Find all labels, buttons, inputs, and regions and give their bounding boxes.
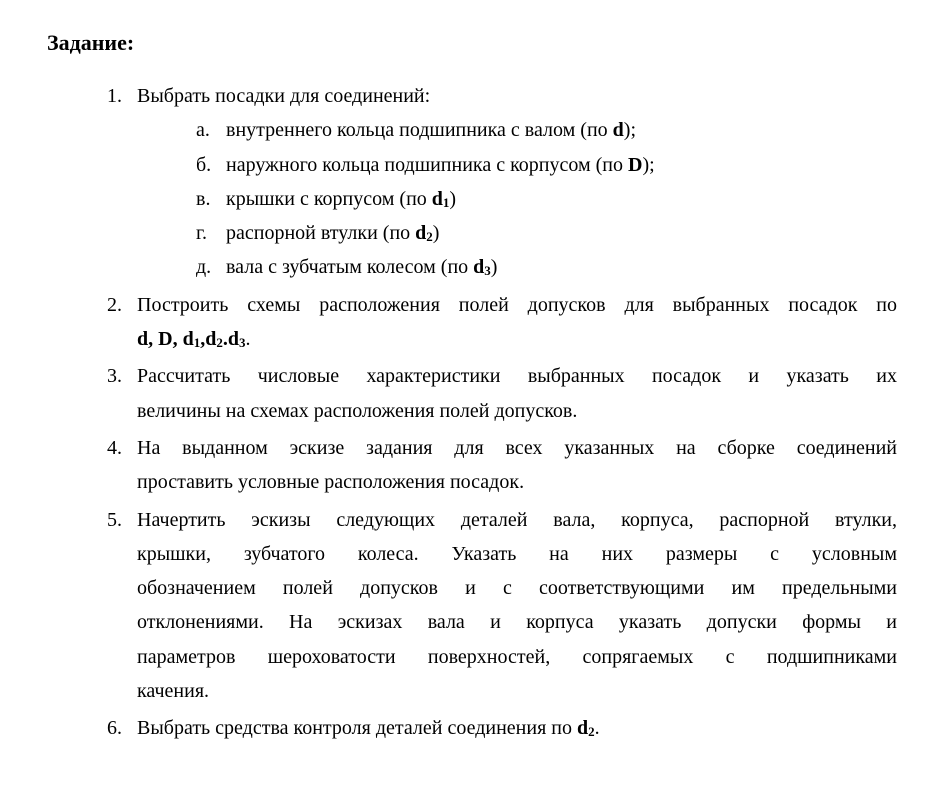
- text-segment: качения.: [137, 680, 210, 703]
- list-item: [0, 503, 931, 709]
- text-segment: отклонениями. На эскизах вала и корпуса указать допуски формы и: [137, 611, 897, 634]
- text-segment: проставить условные расположения посадок.: [137, 471, 525, 494]
- sub-item: [0, 182, 931, 216]
- item-text-line: [137, 503, 897, 537]
- text-segment: d: [612, 119, 624, 142]
- item-text-line: [137, 465, 897, 499]
- text-segment: На выданном эскизе задания для всех указанных на сборке соединений: [137, 436, 897, 459]
- sub-item-letter: г.: [196, 222, 207, 245]
- text-segment: величины на схемах расположения полей допусков.: [137, 399, 578, 422]
- subscript: 1: [193, 335, 201, 351]
- sub-item: [0, 216, 931, 250]
- text-segment: d: [576, 717, 589, 740]
- item-text-line: [137, 394, 897, 428]
- text-segment: крышки с корпусом (по: [226, 187, 432, 210]
- item-text-line: [137, 288, 897, 322]
- text-segment: );: [623, 119, 636, 142]
- subscript: 2: [216, 335, 223, 351]
- item-number: 1.: [107, 85, 122, 107]
- text-segment: Начертить эскизы следующих деталей вала, корпуса, распорной втулки,: [137, 508, 897, 531]
- list-item: [0, 79, 931, 285]
- sub-item-text: [226, 182, 456, 216]
- text-segment: );: [642, 153, 655, 176]
- sub-item: [0, 250, 931, 284]
- text-segment: .: [594, 717, 600, 740]
- list-item: [0, 711, 931, 745]
- list-item: [0, 288, 931, 357]
- text-segment: распорной втулки (по: [226, 222, 416, 245]
- item-text-line: [137, 711, 897, 745]
- text-segment: ): [490, 256, 498, 279]
- item-text-line: [137, 359, 897, 393]
- sub-item-text: [226, 148, 655, 182]
- text-segment: d, D, d: [137, 328, 194, 351]
- sub-item: [0, 148, 931, 182]
- item-text-line: [137, 640, 897, 674]
- item-number: 4.: [107, 436, 122, 459]
- sub-item-text: [226, 216, 439, 250]
- text-segment: внутреннего кольца подшипника с валом (по: [226, 119, 613, 142]
- subscript: 2: [588, 724, 595, 740]
- text-segment: обозначением полей допусков и с соответствующими им предельными: [137, 577, 897, 600]
- item-number: 6.: [107, 717, 122, 740]
- list-item: [0, 359, 931, 428]
- sub-item-letter: д.: [196, 256, 212, 279]
- item-number: 5.: [107, 508, 122, 531]
- sub-item-text: [226, 113, 636, 147]
- text-segment: d: [431, 187, 443, 210]
- sub-item-letter: в.: [196, 187, 211, 210]
- item-text-line: [137, 537, 897, 571]
- item-text-line: [137, 322, 897, 356]
- text-segment: ): [449, 187, 457, 210]
- text-segment: наружного кольца подшипника с корпусом (по: [226, 153, 629, 176]
- text-segment: .d: [222, 328, 239, 351]
- text-segment: Рассчитать числовые характеристики выбранных посадок и указать их: [137, 365, 897, 388]
- text-segment: Построить схемы расположения полей допусков для выбранных посадок по: [137, 293, 897, 316]
- item-text-line: [137, 605, 897, 639]
- task-heading: Задание:: [47, 30, 135, 55]
- sub-item-text: [226, 250, 497, 284]
- list-item: [0, 431, 931, 500]
- text-segment: Выбрать посадки для соединений:: [137, 85, 431, 107]
- subscript: 2: [426, 229, 433, 245]
- item-text-line: [137, 431, 897, 465]
- sub-item-letter: а.: [196, 119, 210, 142]
- text-segment: вала с зубчатым колесом (по: [226, 256, 474, 279]
- text-segment: d: [415, 222, 427, 245]
- text-segment: ,d: [200, 328, 217, 351]
- item-text-line: [137, 571, 897, 605]
- item-number: 2.: [107, 293, 122, 316]
- subscript: 3: [238, 335, 246, 351]
- text-segment: d: [473, 256, 485, 279]
- item-number: 3.: [107, 365, 122, 388]
- sub-item: [0, 113, 931, 147]
- text-segment: D: [628, 153, 643, 176]
- item-text-line: [137, 674, 897, 708]
- text-segment: .: [245, 328, 251, 351]
- subscript: 3: [484, 263, 491, 279]
- sub-item-letter: б.: [196, 153, 212, 176]
- text-segment: Выбрать средства контроля деталей соединения по: [137, 717, 577, 740]
- item-text-line: [137, 79, 897, 113]
- text-segment: крышки, зубчатого колеса. Указать на них размеры с условным: [137, 542, 897, 565]
- subscript: 1: [442, 194, 450, 210]
- task-list: [0, 79, 931, 749]
- text-segment: ): [432, 222, 440, 245]
- text-segment: параметров шероховатости поверхностей, сопрягаемых с подшипниками: [137, 645, 897, 668]
